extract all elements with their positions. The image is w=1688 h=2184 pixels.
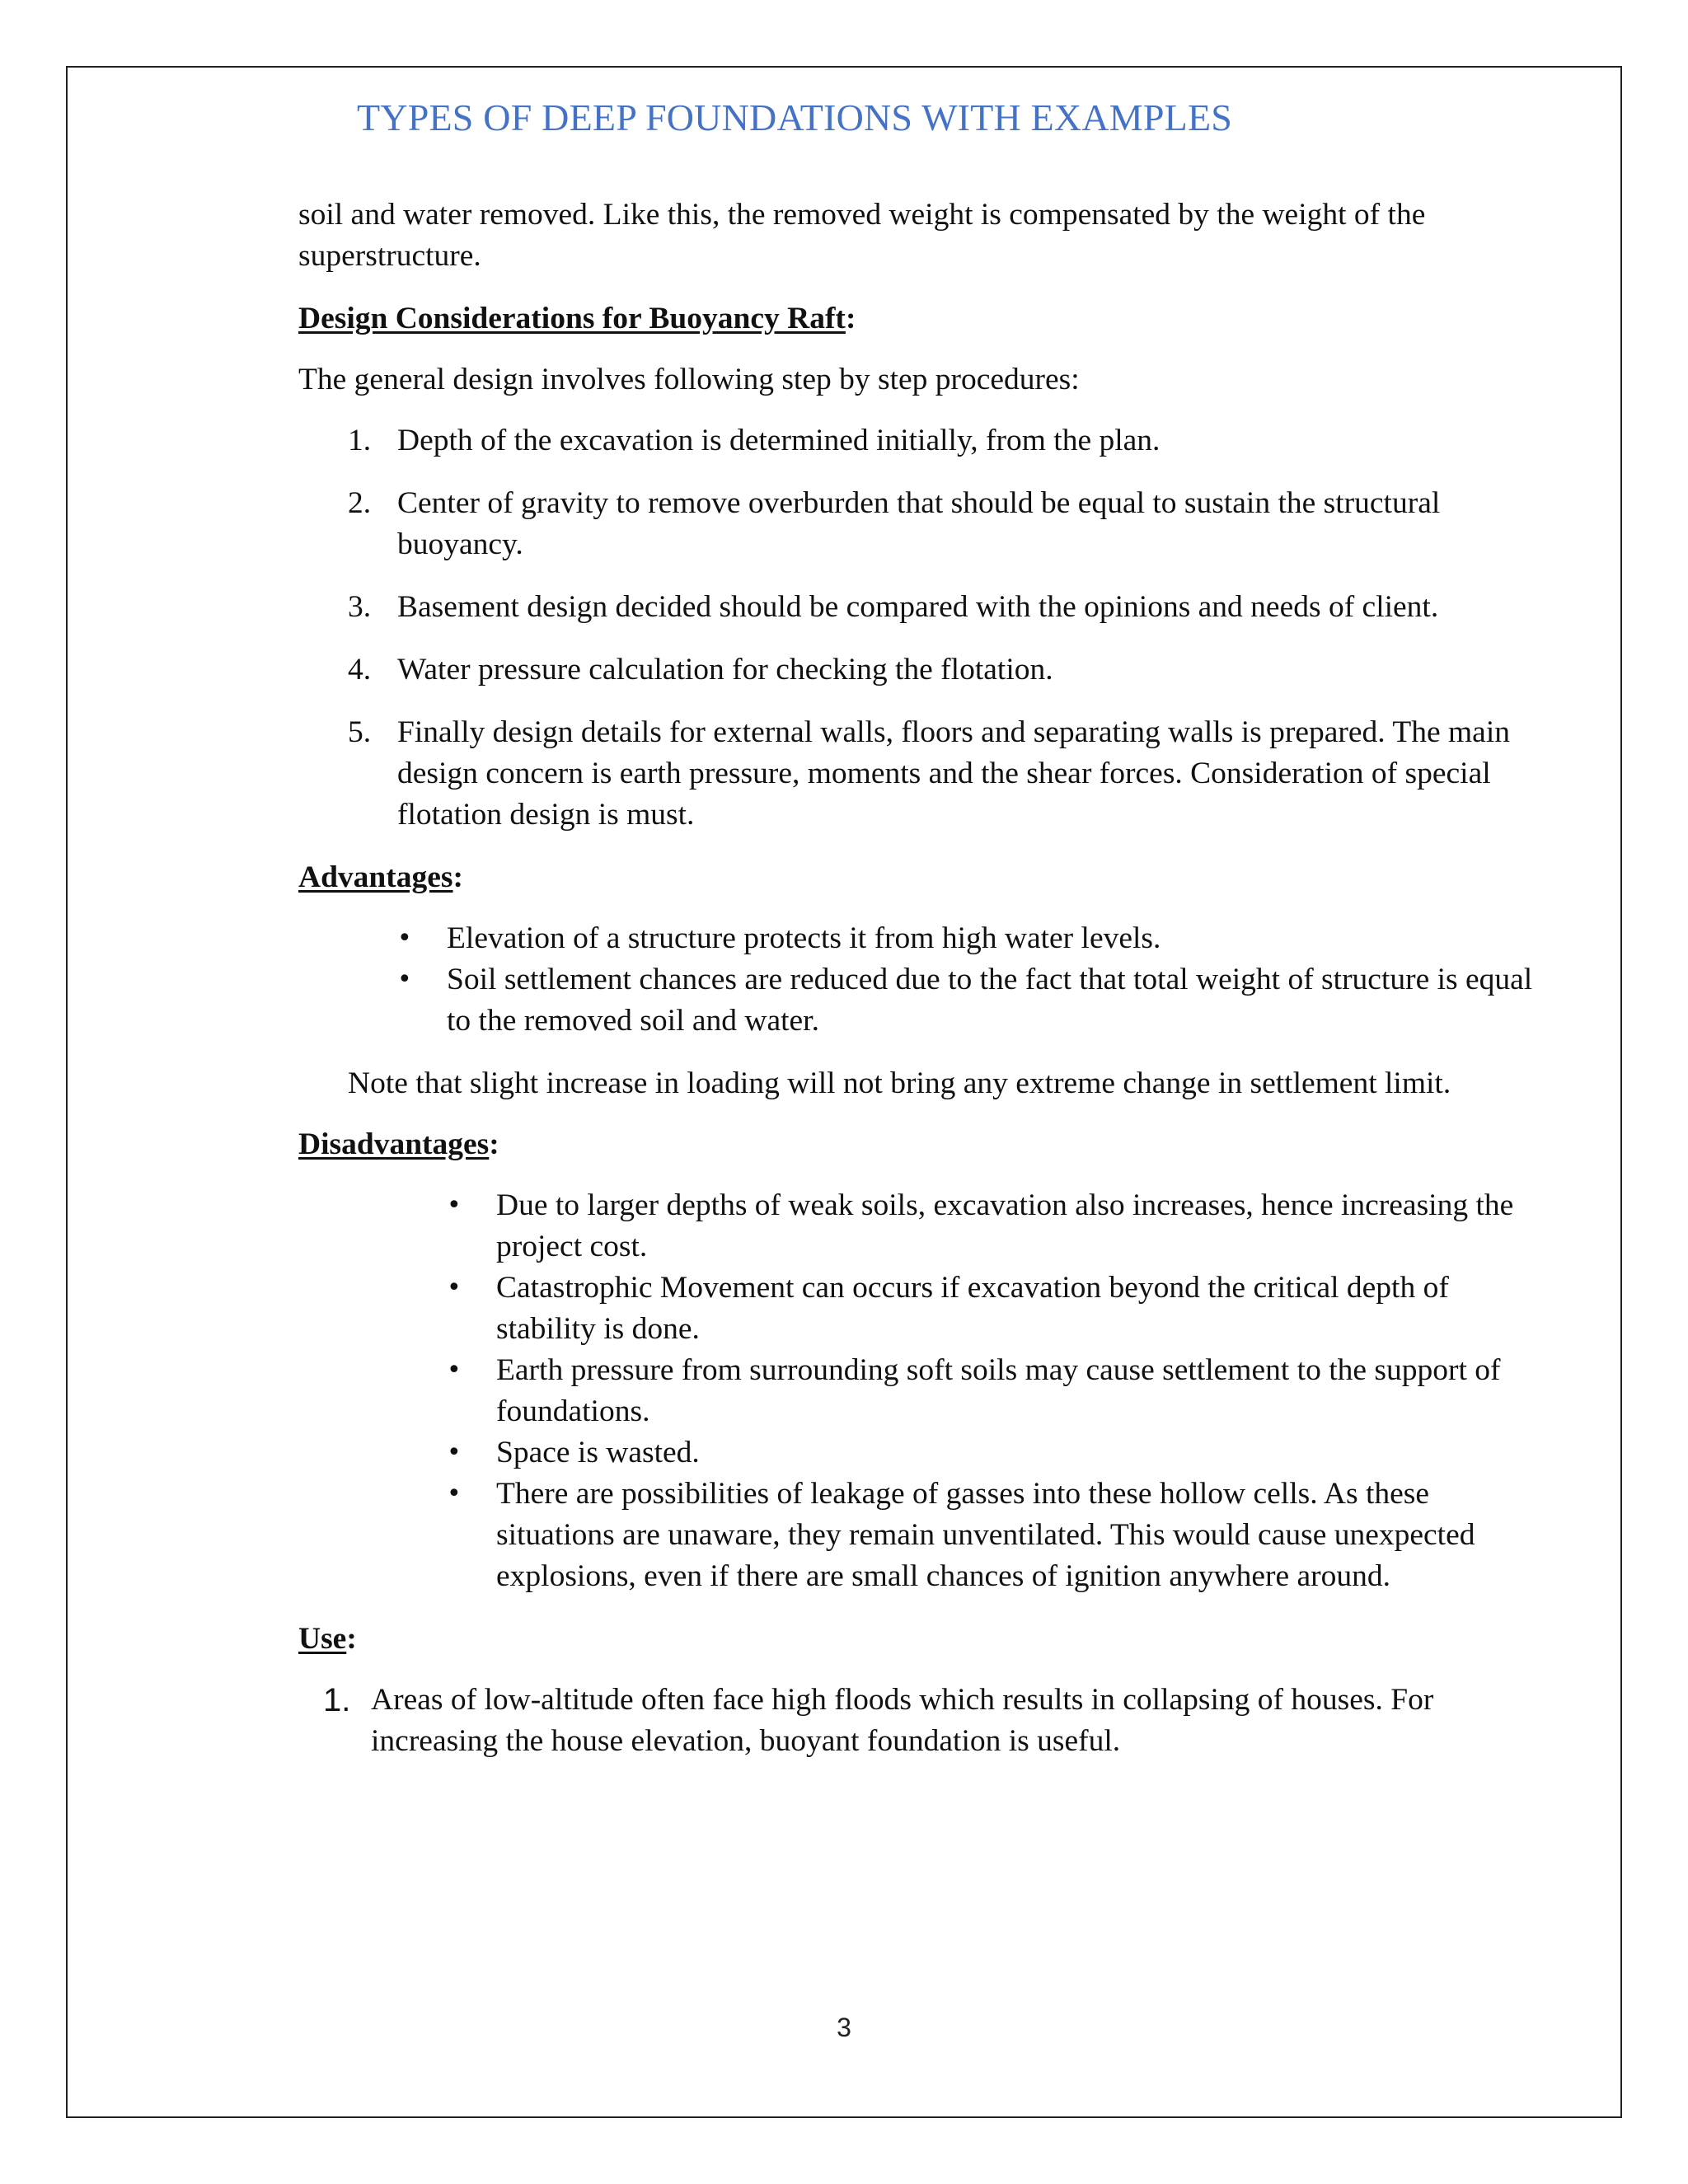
step-text: Basement design decided should be compared with the opinions and needs of client.	[397, 590, 1439, 624]
use-list	[323, 1680, 1535, 1762]
step-number: 3.	[348, 590, 372, 624]
bullet-icon: •	[397, 965, 412, 994]
advantage-item	[397, 959, 1535, 1042]
bullet-icon: •	[447, 1438, 462, 1467]
design-heading-text: Design Considerations for Buoyancy Raft	[298, 302, 846, 335]
step-number: 1.	[348, 424, 372, 457]
step-number: 5.	[348, 715, 372, 749]
advantages-heading-colon: :	[452, 860, 464, 894]
bullet-icon: •	[447, 1273, 462, 1302]
intro-paragraph: soil and water removed. Like this, the removed weight is compensated by the weight of the superstructure.	[298, 198, 1426, 273]
design-step	[348, 712, 1535, 836]
step-text: Center of gravity to remove overburden that should be equal to sustain the structural buoyancy.	[397, 486, 1441, 561]
step-text: Water pressure calculation for checking the flotation.	[397, 653, 1053, 687]
use-number: 1.	[323, 1682, 351, 1718]
step-number: 4.	[348, 653, 372, 687]
step-text: Depth of the excavation is determined initially, from the plan.	[397, 424, 1160, 457]
design-intro-paragraph: The general design involves following step by step procedures:	[298, 363, 1080, 396]
design-step	[348, 483, 1535, 565]
design-step	[348, 587, 1535, 628]
design-step	[348, 649, 1535, 691]
disadvantage-item	[447, 1474, 1535, 1597]
advantages-list	[397, 918, 1535, 1042]
step-number: 2.	[348, 486, 372, 520]
document-body	[298, 194, 1535, 1762]
disadvantages-list	[447, 1185, 1535, 1597]
advantages-heading-text: Advantages	[298, 860, 453, 894]
disadvantage-text: Space is wasted.	[496, 1436, 700, 1469]
use-heading-text: Use	[298, 1622, 347, 1656]
design-heading-colon: :	[845, 302, 856, 335]
use-heading-colon: :	[346, 1622, 357, 1656]
use-item	[323, 1680, 1535, 1762]
disadvantage-text: Due to larger depths of weak soils, excavation also increases, hence increasing the project cost.	[496, 1188, 1514, 1263]
disadvantage-item	[447, 1350, 1535, 1432]
use-heading	[298, 1619, 1535, 1660]
disadvantages-heading	[298, 1124, 1535, 1165]
advantage-text: Soil settlement chances are reduced due to the fact that total weight of structure is equal to the removed soil and water.	[447, 963, 1533, 1038]
step-text: Finally design details for external walls, floors and separating walls is prepared. The main design concern is earth pressure, moments and the shear forces. Consideration of special flotation design is must.	[397, 715, 1510, 832]
design-heading	[298, 298, 1535, 340]
bullet-icon: •	[447, 1479, 462, 1508]
design-steps-list	[348, 420, 1535, 836]
use-text: Areas of low-altitude often face high floods which results in collapsing of houses. For increasing the house elevation, buoyant foundation is useful.	[371, 1683, 1434, 1758]
disadvantage-text: There are possibilities of leakage of gasses into these hollow cells. As these situations are unaware, they remain unventilated. This would cause unexpected explosions, even if there are small chances of ignition anywhere around.	[496, 1477, 1475, 1593]
disadvantage-item	[447, 1268, 1535, 1350]
advantages-heading	[298, 857, 1535, 898]
advantage-item	[397, 918, 1535, 959]
advantages-note: Note that slight increase in loading will not bring any extreme change in settlement limit.	[348, 1066, 1451, 1100]
page-number: 3	[837, 2013, 851, 2042]
disadvantage-item	[447, 1432, 1535, 1474]
bullet-icon: •	[447, 1191, 462, 1220]
disadvantage-text: Earth pressure from surrounding soft soils may cause settlement to the support of foundations.	[496, 1353, 1501, 1428]
bullet-icon: •	[447, 1356, 462, 1385]
design-step	[348, 420, 1535, 462]
document-header-title: TYPES OF DEEP FOUNDATIONS WITH EXAMPLES	[357, 96, 1233, 138]
bullet-icon: •	[397, 924, 412, 953]
disadvantage-text: Catastrophic Movement can occurs if excavation beyond the critical depth of stability is done.	[496, 1271, 1449, 1346]
disadvantage-item	[447, 1185, 1535, 1268]
disadvantages-heading-colon: :	[489, 1127, 499, 1161]
advantage-text: Elevation of a structure protects it from high water levels.	[447, 921, 1161, 955]
disadvantages-heading-text: Disadvantages	[298, 1127, 490, 1161]
